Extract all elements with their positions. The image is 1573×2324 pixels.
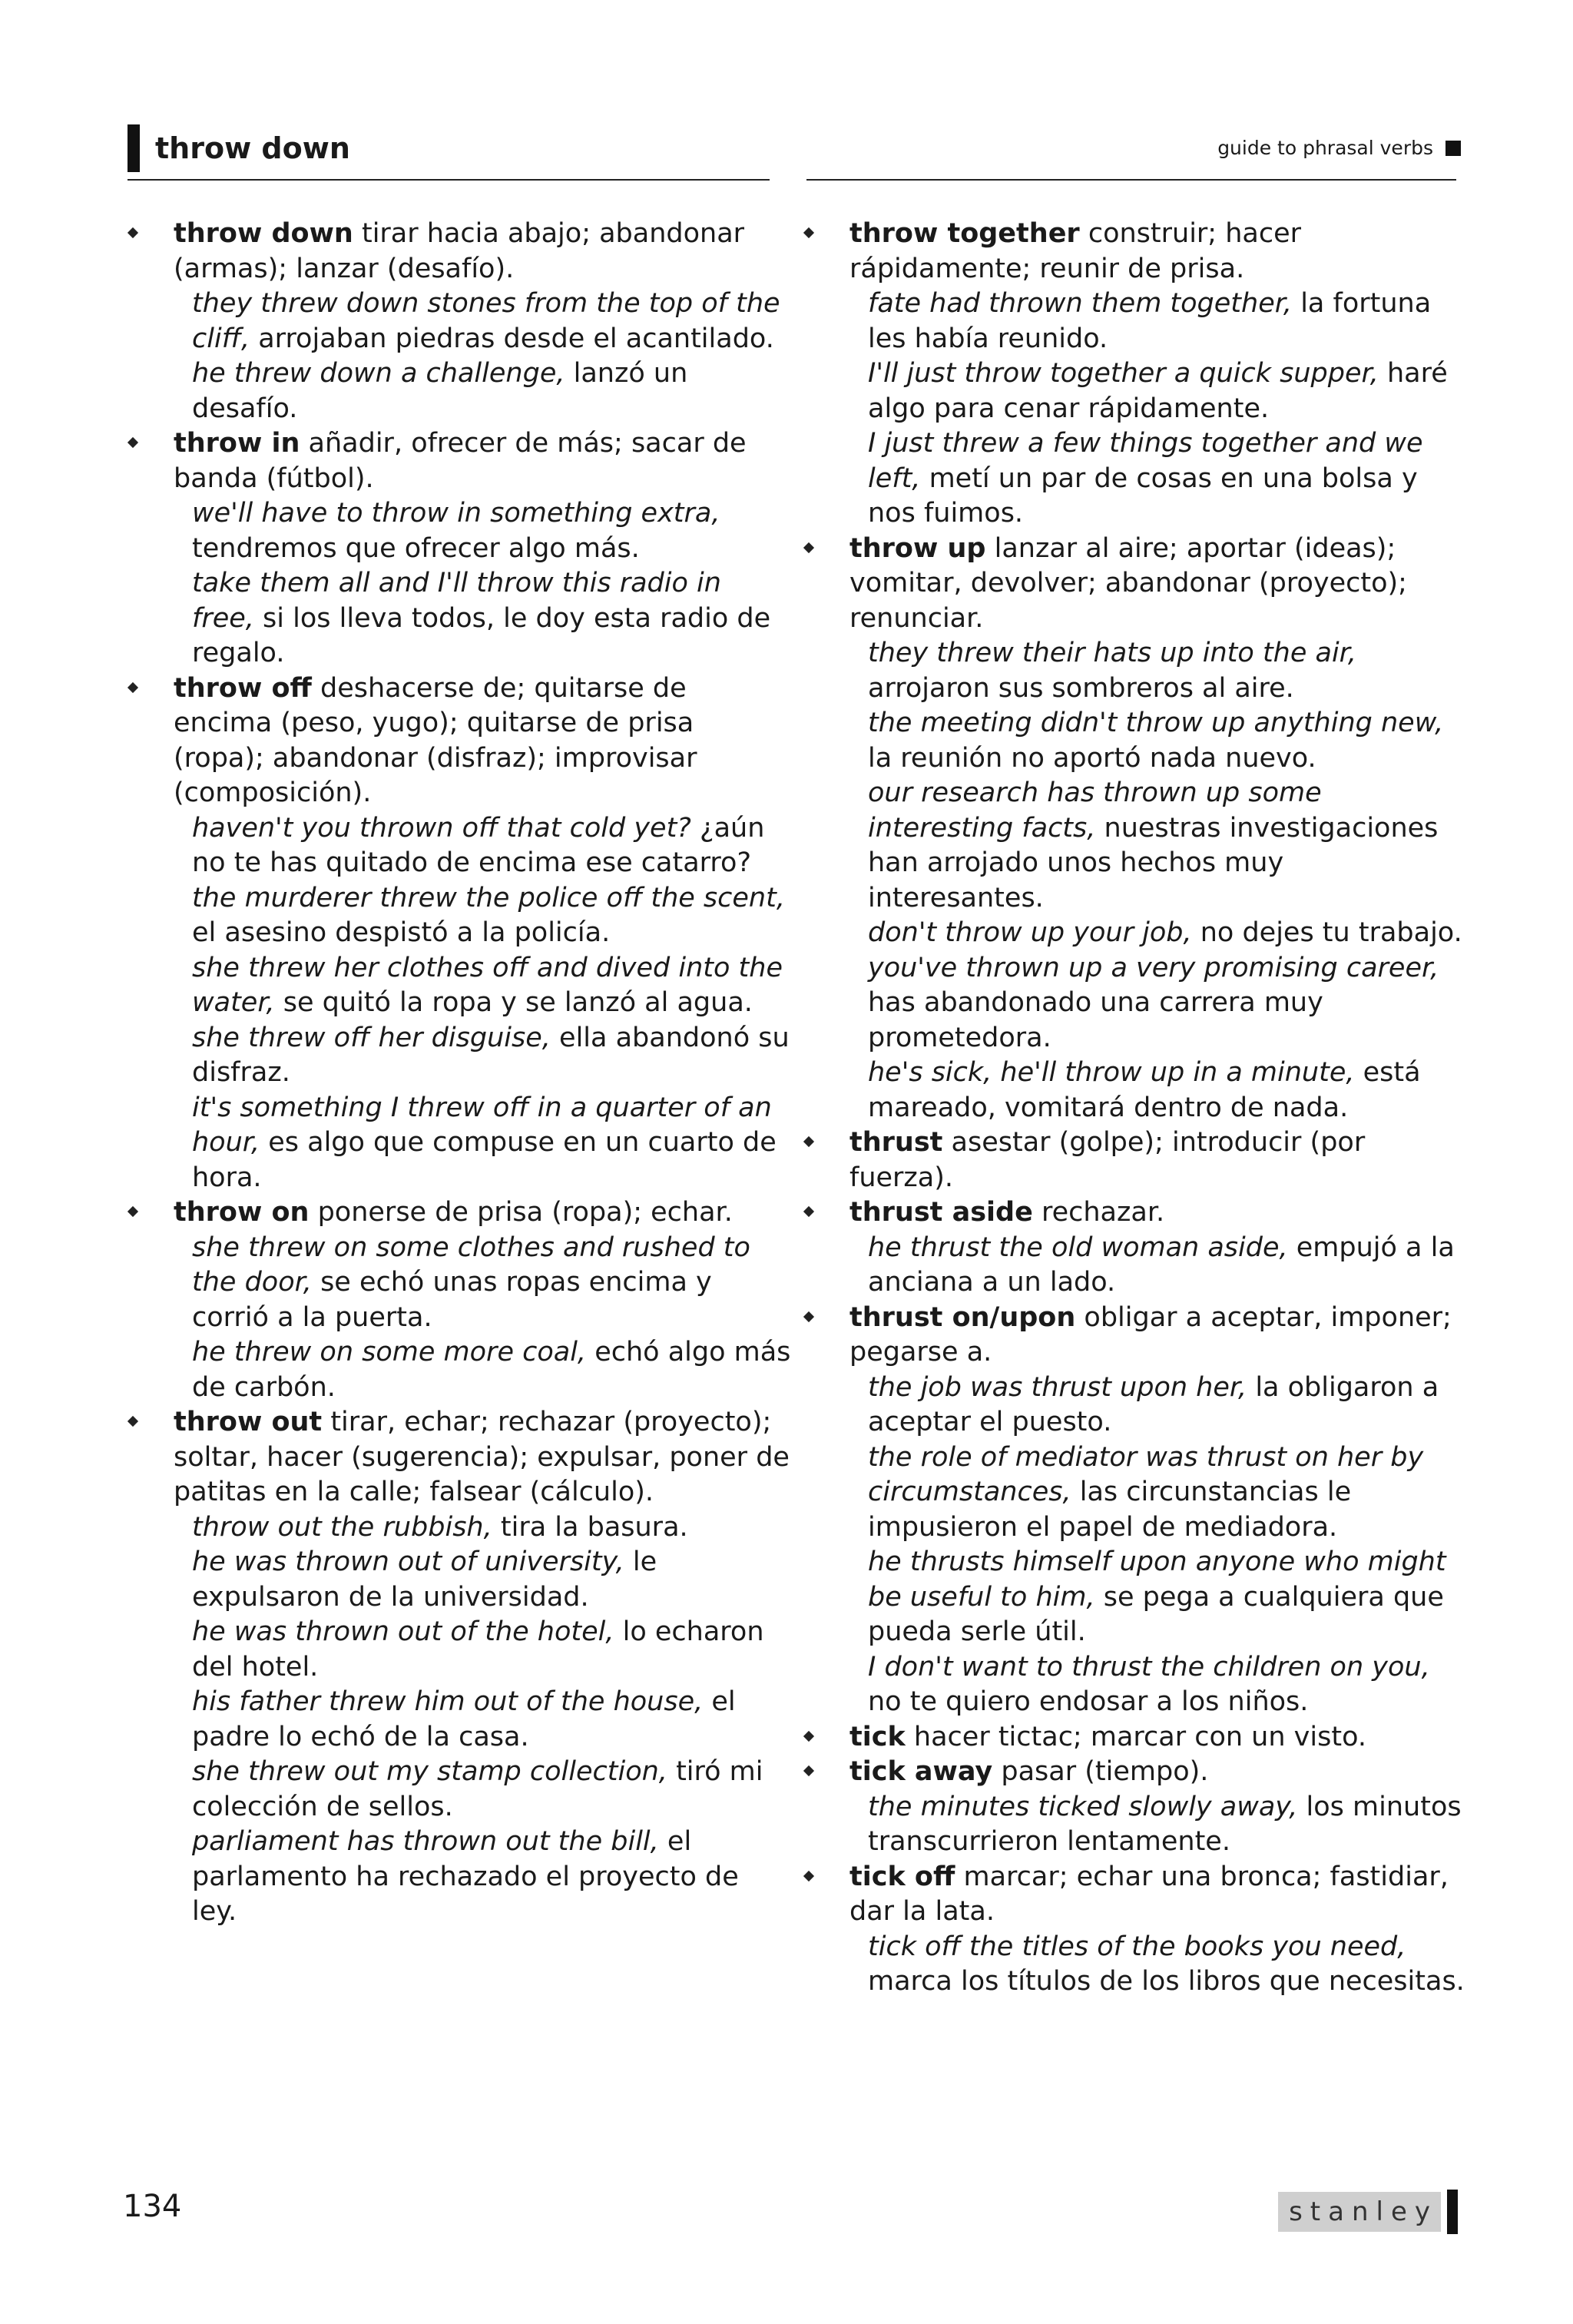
example-spanish: haré algo para cenar rápidamente. bbox=[868, 358, 1448, 424]
example bbox=[174, 1510, 791, 1546]
headword: throw up bbox=[849, 532, 986, 564]
right-column bbox=[799, 217, 1467, 2000]
entry-bullet bbox=[127, 437, 138, 448]
example bbox=[174, 1825, 791, 1930]
header-bar-mark bbox=[127, 124, 140, 172]
entry-bullet bbox=[127, 227, 138, 238]
example-english: she threw her clothes off and dived into the water, bbox=[192, 952, 783, 1018]
example bbox=[174, 1091, 791, 1196]
example-english: they threw down stones from the top of the cliff, bbox=[192, 288, 780, 354]
example-english: his father threw him out of the house, bbox=[192, 1686, 704, 1717]
example-english: the murderer threw the police off the scent, bbox=[192, 882, 785, 913]
example-spanish: nuestras investigaciones han arrojado unos hechos muy interesantes. bbox=[868, 812, 1439, 913]
example-english: the role of mediator was thrust on her by circumstances, bbox=[868, 1441, 1424, 1507]
example-spanish: lo echaron del hotel. bbox=[192, 1616, 764, 1682]
example-spanish: tiró mi colección de sellos. bbox=[192, 1756, 763, 1822]
definition: asestar (golpe); introducir (por fuerza). bbox=[849, 1127, 1366, 1193]
example-english: she threw off her disguise, bbox=[192, 1022, 551, 1053]
example-english: haven't you thrown off that cold yet? bbox=[192, 812, 691, 844]
example-english: our research has thrown up some interesting facts, bbox=[868, 777, 1322, 844]
example-spanish: arrojaron sus sombreros al aire. bbox=[868, 672, 1294, 704]
example-spanish: marca los títulos de los libros que necesitas. bbox=[868, 1966, 1465, 1997]
example bbox=[849, 706, 1467, 776]
entry-bullet bbox=[803, 1765, 814, 1776]
example-english: he thrust the old woman aside, bbox=[868, 1232, 1288, 1263]
example-spanish: ella abandonó su disfraz. bbox=[192, 1022, 790, 1088]
example-english: she threw out my stamp collection, bbox=[192, 1756, 667, 1787]
definition: marcar; echar una bronca; fastidiar, dar la lata. bbox=[849, 1861, 1449, 1927]
definition: tirar hacia abajo; abandonar (armas); lanzar (desafío). bbox=[174, 218, 745, 284]
example bbox=[849, 1790, 1467, 1860]
example-spanish: se quitó la ropa y se lanzó al agua. bbox=[283, 987, 753, 1018]
example-spanish: se echó unas ropas encima y corrió a la puerta. bbox=[192, 1267, 712, 1333]
headword: throw off bbox=[174, 672, 312, 704]
dictionary-entry bbox=[799, 1126, 1467, 1195]
definition: deshacerse de; quitarse de encima (peso, yugo); quitarse de prisa (ropa); abandonar (disfraz); improvisar (composición). bbox=[174, 672, 697, 808]
example-english: I just threw a few things together and we left, bbox=[868, 428, 1423, 494]
example-english: the meeting didn't throw up anything new, bbox=[868, 708, 1444, 738]
example-spanish: no dejes tu trabajo. bbox=[1200, 917, 1462, 948]
example-spanish: la fortuna les había reunido. bbox=[868, 288, 1432, 354]
headword: tick away bbox=[849, 1756, 993, 1787]
example-english: they threw their hats up into the air, bbox=[868, 638, 1356, 668]
example bbox=[849, 1371, 1467, 1440]
definition: construir; hacer rápidamente; reunir de prisa. bbox=[849, 218, 1302, 284]
example-spanish: las circunstancias le impusieron el papel de mediadora. bbox=[868, 1477, 1352, 1543]
definition: rechazar. bbox=[1041, 1197, 1165, 1228]
headword: thrust aside bbox=[849, 1197, 1033, 1228]
example-english: it's something I threw off in a quarter of an hour, bbox=[192, 1092, 772, 1158]
example-spanish: tendremos que ofrecer algo más. bbox=[192, 532, 640, 564]
example-english: the job was thrust upon her, bbox=[868, 1371, 1247, 1403]
example-english: he was thrown out of university, bbox=[192, 1547, 624, 1577]
entry-bullet bbox=[127, 681, 138, 692]
example bbox=[849, 636, 1467, 706]
headword: throw on bbox=[174, 1197, 310, 1228]
example bbox=[849, 776, 1467, 916]
headword: tick bbox=[849, 1721, 906, 1752]
example-english: tick off the titles of the books you need, bbox=[868, 1931, 1406, 1962]
entry-bullet bbox=[803, 1730, 814, 1741]
example bbox=[849, 1440, 1467, 1546]
dictionary-entry bbox=[123, 426, 791, 671]
example bbox=[849, 287, 1467, 356]
example-english: parliament has thrown out the bill, bbox=[192, 1826, 659, 1857]
example bbox=[174, 496, 791, 566]
dictionary-entry bbox=[123, 1195, 791, 1405]
example bbox=[174, 1231, 791, 1336]
entry-bullet bbox=[803, 1311, 814, 1321]
example bbox=[849, 1545, 1467, 1650]
example-spanish: echó algo más de carbón. bbox=[192, 1337, 791, 1403]
entry-bullet bbox=[803, 1206, 814, 1217]
example-english: I'll just throw together a quick supper, bbox=[868, 358, 1379, 389]
dictionary-entry bbox=[799, 1755, 1467, 1860]
definition: lanzar al aire; aportar (ideas); vomitar, devolver; abandonar (proyecto); renunciar. bbox=[849, 532, 1407, 634]
example-english: I don't want to thrust the children on you, bbox=[868, 1651, 1430, 1682]
example-english: fate had thrown them together, bbox=[868, 288, 1293, 319]
example-english: he threw on some more coal, bbox=[192, 1337, 587, 1368]
example-english: the minutes ticked slowly away, bbox=[868, 1791, 1298, 1822]
example-english: take them all and I'll throw this radio in free, bbox=[192, 568, 721, 634]
example bbox=[174, 566, 791, 671]
entry-bullet bbox=[803, 1870, 814, 1881]
example-spanish: empujó a la anciana a un lado. bbox=[868, 1232, 1455, 1298]
example-spanish: lanzó un desafío. bbox=[192, 358, 688, 424]
example bbox=[849, 916, 1467, 951]
definition: añadir, ofrecer de más; sacar de banda (fútbol). bbox=[174, 428, 747, 494]
example bbox=[174, 287, 791, 356]
example-spanish: si los lleva todos, le doy esta radio de regalo. bbox=[192, 602, 771, 668]
example-english: she threw on some clothes and rushed to the door, bbox=[192, 1232, 750, 1298]
definition: ponerse de prisa (ropa); echar. bbox=[317, 1197, 733, 1228]
dictionary-entry bbox=[123, 1405, 791, 1930]
entry-bullet bbox=[803, 227, 814, 238]
example-spanish: los minutos transcurrieron lentamente. bbox=[868, 1791, 1462, 1857]
example-spanish: metí un par de cosas en una bolsa y nos fuimos. bbox=[868, 462, 1418, 529]
example-spanish: es algo que compuse en un cuarto de hora. bbox=[192, 1127, 777, 1193]
page-running-head: throw down bbox=[155, 131, 350, 165]
example-spanish: se pega a cualquiera que pueda serle útil. bbox=[868, 1581, 1444, 1647]
example bbox=[174, 1545, 791, 1615]
example-spanish: el parlamento ha rechazado el proyecto de ley. bbox=[192, 1826, 739, 1927]
dictionary-entry bbox=[799, 217, 1467, 532]
example bbox=[174, 1615, 791, 1685]
example bbox=[174, 1335, 791, 1405]
example-english: don't throw up your job, bbox=[868, 917, 1192, 948]
headword: throw down bbox=[174, 218, 353, 249]
dictionary-entry bbox=[799, 1860, 1467, 2000]
example bbox=[174, 1755, 791, 1825]
example-spanish: está mareado, vomitará dentro de nada. bbox=[868, 1057, 1421, 1123]
example-spanish: arrojaban piedras desde el acantilado. bbox=[258, 323, 774, 354]
example-english: you've thrown up a very promising career, bbox=[868, 952, 1439, 983]
headword: throw out bbox=[174, 1407, 323, 1437]
section-title-group bbox=[1217, 138, 1461, 157]
example-english: throw out the rubbish, bbox=[192, 1511, 492, 1543]
definition: pasar (tiempo). bbox=[1001, 1756, 1209, 1787]
dictionary-entry bbox=[123, 217, 791, 426]
dictionary-entry bbox=[799, 532, 1467, 1126]
example-spanish: tira la basura. bbox=[500, 1511, 688, 1543]
publisher-logo-text: stanley bbox=[1278, 2192, 1441, 2232]
example-english: he was thrown out of the hotel, bbox=[192, 1616, 614, 1647]
section-title: guide to phrasal verbs bbox=[1217, 137, 1433, 159]
entry-bullet bbox=[127, 1206, 138, 1217]
example bbox=[174, 1021, 791, 1091]
example bbox=[174, 881, 791, 951]
example-spanish: has abandonado una carrera muy prometedora. bbox=[868, 987, 1323, 1053]
example bbox=[174, 356, 791, 426]
example bbox=[849, 951, 1467, 1056]
headword: throw together bbox=[849, 218, 1080, 249]
headword: throw in bbox=[174, 428, 300, 459]
example-spanish: la reunión no aportó nada nuevo. bbox=[868, 742, 1316, 774]
publisher-brand bbox=[1278, 2190, 1458, 2234]
example-english: he thrusts himself upon anyone who might be useful to him, bbox=[868, 1547, 1446, 1613]
page-number: 134 bbox=[123, 2189, 182, 2224]
headword: thrust on/upon bbox=[849, 1301, 1076, 1333]
example-spanish: el asesino despistó a la policía. bbox=[192, 917, 611, 948]
dictionary-entry bbox=[123, 671, 791, 1196]
example-spanish: ¿aún no te has quitado de encima ese catarro? bbox=[192, 812, 765, 878]
example bbox=[174, 951, 791, 1021]
example-spanish: la obligaron a aceptar el puesto. bbox=[868, 1371, 1439, 1437]
left-column bbox=[123, 217, 791, 1930]
example bbox=[849, 1056, 1467, 1126]
entry-bullet bbox=[803, 542, 814, 552]
definition: hacer tictac; marcar con un visto. bbox=[913, 1721, 1366, 1752]
example-spanish: el padre lo echó de la casa. bbox=[192, 1686, 736, 1752]
example bbox=[849, 1650, 1467, 1720]
example-english: he threw down a challenge, bbox=[192, 358, 565, 389]
dictionary-entry bbox=[799, 1301, 1467, 1720]
example bbox=[849, 426, 1467, 532]
dictionary-entry bbox=[799, 1195, 1467, 1301]
definition: tirar, echar; rechazar (proyecto); soltar, hacer (sugerencia); expulsar, poner de patitas en la calle; falsear (cálculo). bbox=[174, 1407, 790, 1507]
entry-bullet bbox=[803, 1136, 814, 1147]
entry-bullet bbox=[127, 1416, 138, 1427]
headword: thrust bbox=[849, 1127, 943, 1158]
header-rule-left bbox=[127, 179, 770, 181]
example bbox=[174, 1685, 791, 1755]
example bbox=[849, 1231, 1467, 1301]
dictionary-entry bbox=[799, 1720, 1467, 1755]
example-spanish: le expulsaron de la universidad. bbox=[192, 1547, 657, 1613]
example-english: he's sick, he'll throw up in a minute, bbox=[868, 1057, 1355, 1088]
headword: tick off bbox=[849, 1861, 955, 1892]
header-rule-right bbox=[806, 179, 1456, 181]
section-square-mark bbox=[1446, 141, 1461, 156]
example bbox=[174, 811, 791, 881]
example-english: we'll have to throw in something extra, bbox=[192, 498, 720, 529]
example bbox=[849, 1930, 1467, 2000]
definition: obligar a aceptar, imponer; pegarse a. bbox=[849, 1301, 1452, 1368]
publisher-bar-mark bbox=[1447, 2190, 1458, 2234]
example bbox=[849, 356, 1467, 426]
example-spanish: no te quiero endosar a los niños. bbox=[868, 1686, 1309, 1717]
